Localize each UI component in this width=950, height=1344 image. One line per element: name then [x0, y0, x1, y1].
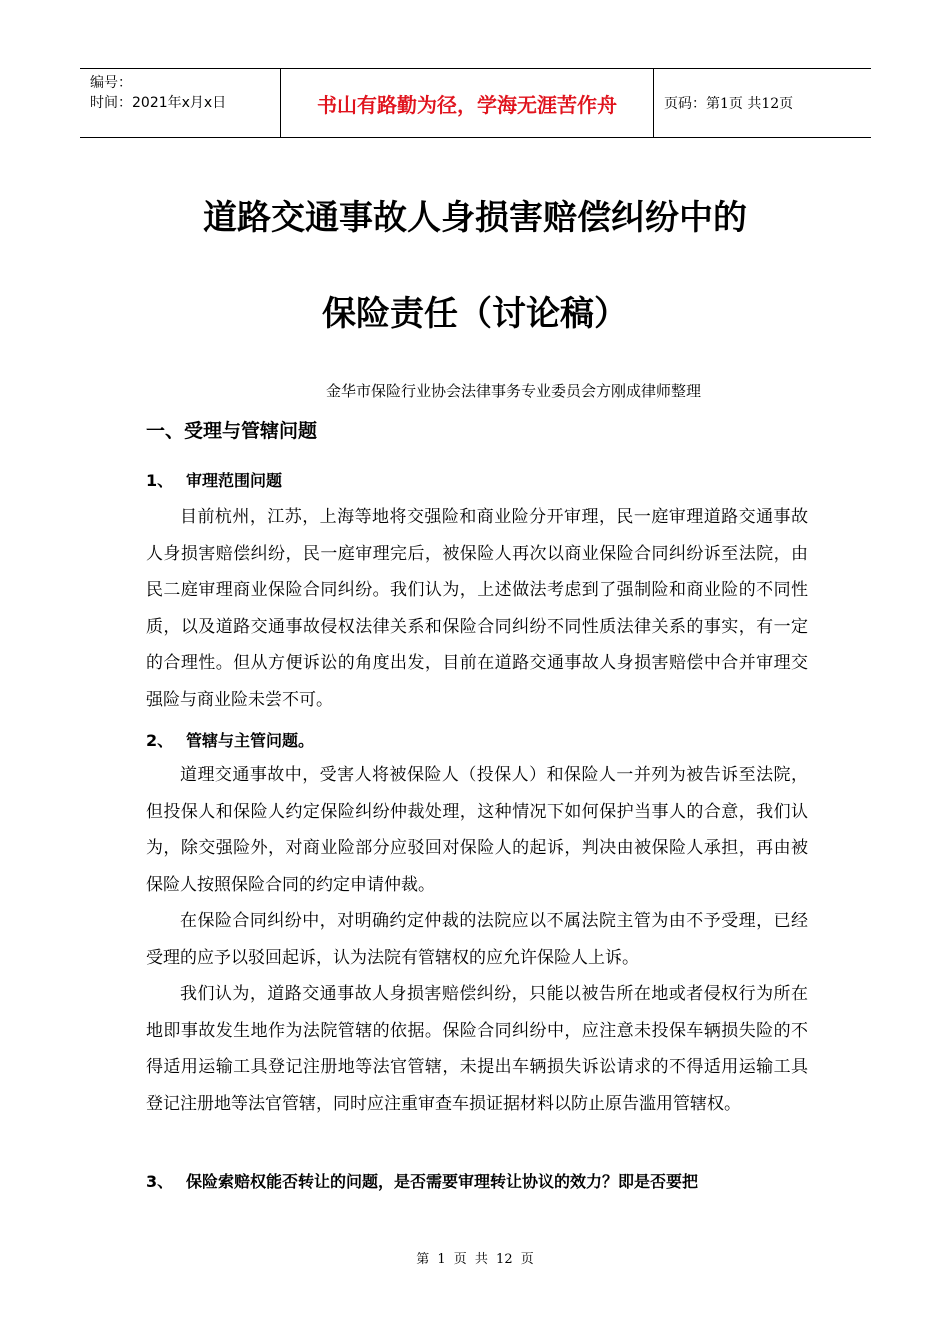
section-heading: 一、受理与管辖问题 — [146, 420, 318, 442]
paragraph-1: 目前杭州，江苏，上海等地将交强险和商业险分开审理，民一庭审理道路交通事故人身损害赔偿纠纷，民一庭审理完后，被保险人再次以商业保险合同纠纷诉至法院，由民二庭审理商业保险合同纠纷。我们认为，上述做法考虑到了强制险和商业险的不同性质，以及道路交通事故侵权法律关系和保险合同纠纷不同性质法律关系的事实，有一定的合理性。但从方便诉讼的角度出发，目前在道路交通事故人身损害赔偿中合并审理交强险与商业险未尝不可。 — [146, 507, 808, 710]
subsection-heading-1 — [146, 468, 282, 491]
paragraph-2: 道理交通事故中，受害人将被保险人（投保人）和保险人一并列为被告诉至法院，但投保人和保险人约定保险纠纷仲裁处理，这种情况下如何保护当事人的合意，我们认为，除交强险外，对商业险部分应驳回对保险人的起诉，判决由被保险人承担，再由被保险人按照保险合同的约定申请仲裁。 — [146, 765, 808, 895]
header-left-cell — [80, 69, 280, 137]
header-page-info: 页码：第1页 共12页 — [664, 96, 794, 112]
author-line: 金华市保险行业协会法律事务专业委员会方刚成律师整理 — [326, 382, 702, 400]
document-header — [80, 68, 871, 138]
document-number-label: 编号： — [90, 75, 132, 91]
subsection-number: 3、 — [146, 1172, 174, 1191]
subsection-number: 2、 — [146, 731, 174, 750]
document-title-line-2: 保险责任（讨论稿） — [322, 294, 628, 334]
subsection-heading-2 — [146, 728, 314, 751]
subsection-number: 1、 — [146, 471, 174, 490]
page-footer: 第 1 页 共 12 页 — [416, 1252, 534, 1267]
document-date: 时间：2021年x月x日 — [90, 95, 227, 111]
subsection-title: 审理范围问题 — [186, 471, 283, 490]
subsection-title: 保险索赔权能否转让的问题，是否需要审理转让协议的效力？即是否要把 — [186, 1172, 699, 1191]
subsection-title: 管辖与主管问题。 — [186, 731, 315, 750]
paragraph-4: 我们认为，道路交通事故人身损害赔偿纠纷，只能以被告所在地或者侵权行为所在地即事故发生地作为法院管辖的依据。保险合同纠纷中，应注意未投保车辆损失险的不得适用运输工具登记注册地等法官管辖，未提出车辆损失诉讼请求的不得适用运输工具登记注册地等法官管辖，同时应注重审查车损证据材料以防止原告滥用管辖权。 — [146, 984, 808, 1114]
subsection-heading-3 — [146, 1169, 698, 1192]
paragraph-3: 在保险合同纠纷中，对明确约定仲裁的法院应以不属法院主管为由不予受理，已经受理的应予以驳回起诉，认为法院有管辖权的应允许保险人上诉。 — [146, 911, 808, 968]
document-title-line-1: 道路交通事故人身损害赔偿纠纷中的 — [203, 198, 747, 238]
header-motto: 书山有路勤为径，学海无涯苦作舟 — [280, 69, 654, 137]
